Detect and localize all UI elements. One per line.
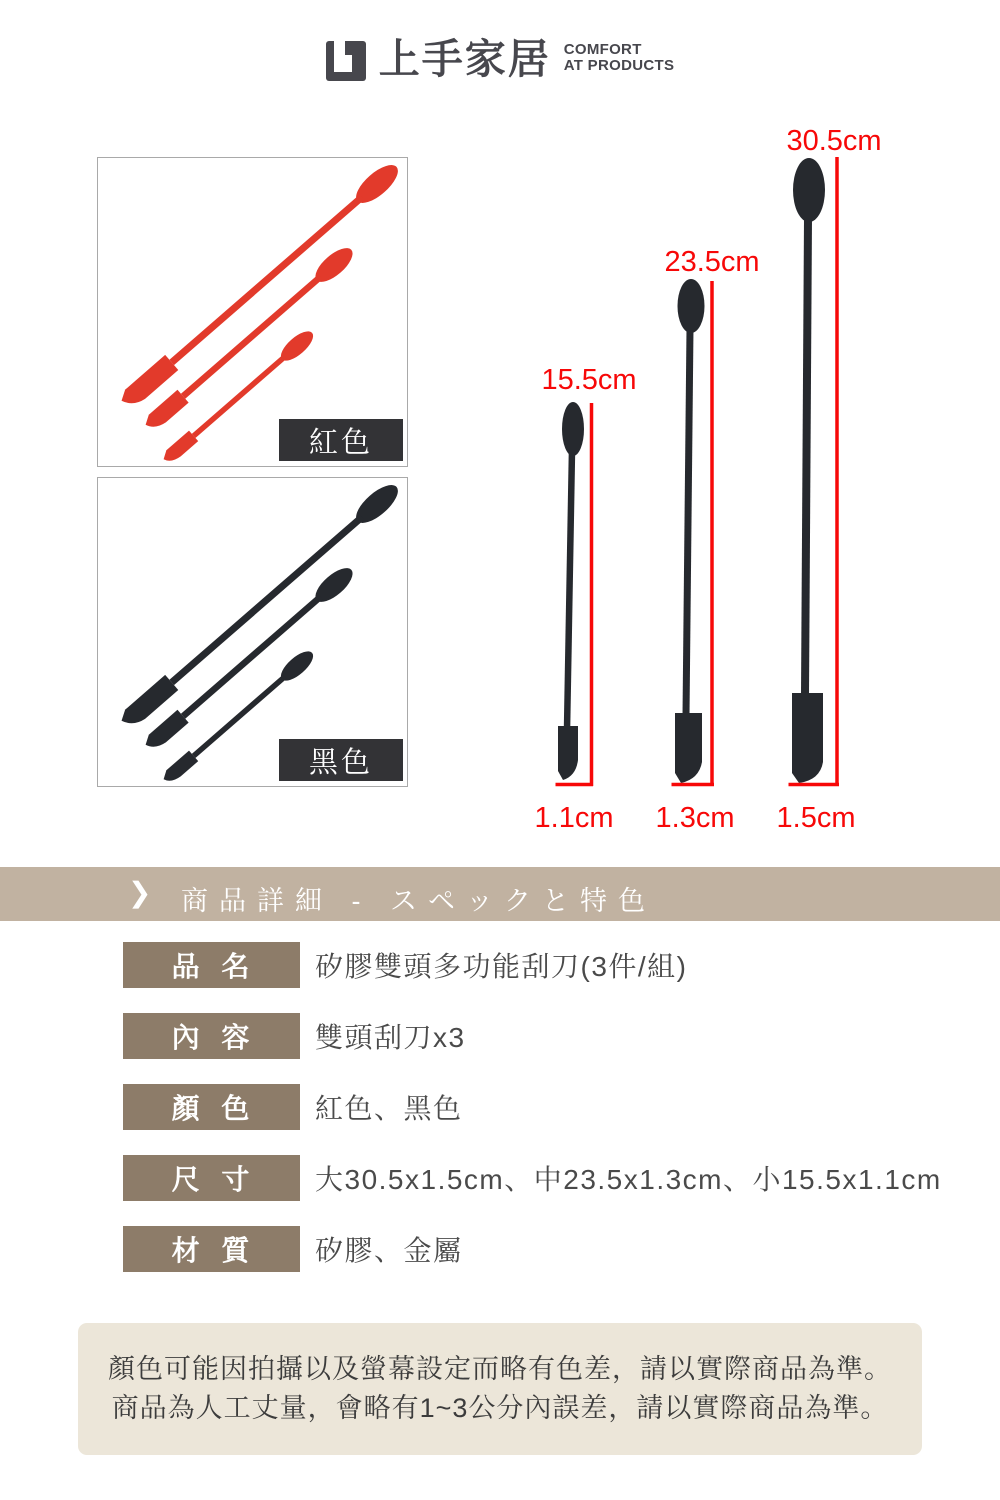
spatula-medium	[672, 279, 715, 786]
spec-label-content: 內 容	[123, 1013, 300, 1059]
length-label-medium: 23.5cm	[664, 246, 760, 278]
disclaimer-box	[78, 1323, 922, 1455]
spec-value-color: 紅色、黑色	[315, 1093, 463, 1124]
spec-label-size: 尺 寸	[123, 1155, 300, 1201]
spec-label-name: 品 名	[123, 942, 300, 988]
width-label-large: 1.5cm	[776, 802, 856, 834]
spec-label-material: 材 質	[123, 1226, 300, 1272]
length-label-small: 15.5cm	[541, 364, 637, 396]
brand-logo-icon	[326, 41, 366, 81]
color-tag-red: 紅色	[279, 419, 403, 461]
brand-header	[0, 38, 1000, 81]
width-label-medium: 1.3cm	[655, 802, 735, 834]
size-diagram-graphic	[500, 110, 960, 850]
brand-tagline-line2: AT PRODUCTS	[563, 57, 675, 74]
spatula-large	[789, 157, 840, 786]
color-tag-black: 黑色	[279, 739, 403, 781]
width-label-small: 1.1cm	[534, 802, 614, 834]
brand-tagline	[564, 42, 675, 74]
section-header-bar	[0, 867, 1000, 921]
disclaimer-line-2: 商品為人工丈量，會略有1~3公分內誤差，請以實際商品為準。	[111, 1393, 889, 1423]
length-label-large: 30.5cm	[786, 125, 882, 157]
section-title: 商品詳細 - スペックと特色	[181, 886, 656, 916]
spatula-small	[556, 402, 594, 786]
brand-name: 上手家居	[378, 36, 551, 82]
spec-label-color: 顏 色	[123, 1084, 300, 1130]
spec-value-content: 雙頭刮刀x3	[315, 1022, 466, 1053]
chevron-right-icon: ❯	[128, 877, 152, 908]
gallery-box-black	[97, 477, 408, 787]
spec-value-name: 矽膠雙頭多功能刮刀(3件/組)	[315, 951, 688, 982]
size-diagram	[500, 110, 960, 850]
spec-value-size: 大30.5x1.5cm、中23.5x1.3cm、小15.5x1.1cm	[315, 1164, 942, 1195]
brand-tagline-line1: COMFORT	[563, 41, 642, 58]
gallery-box-red	[97, 157, 408, 467]
spec-value-material: 矽膠、金屬	[315, 1235, 463, 1266]
disclaimer-line-1: 顏色可能因拍攝以及螢幕設定而略有色差，請以實際商品為準。	[108, 1354, 892, 1384]
